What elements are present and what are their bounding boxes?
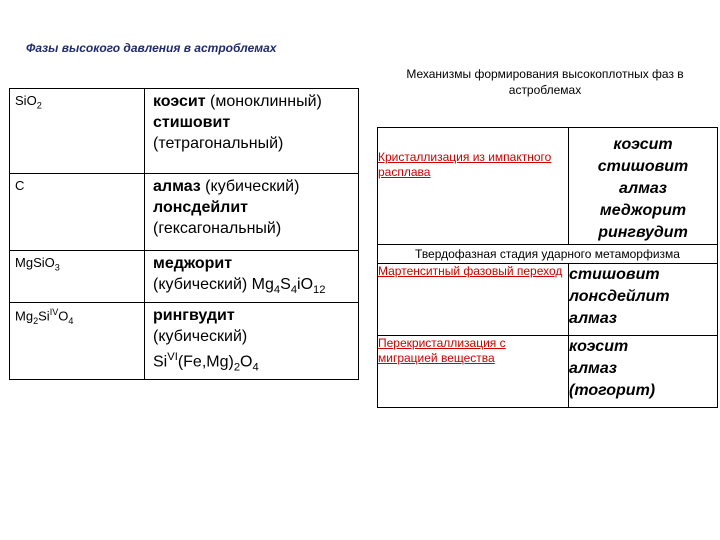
right-title: Механизмы формирования высокоплотных фаз в астроблемах [406, 67, 684, 97]
mechanism-label: Мартенситный фазовый переход [378, 264, 569, 336]
formula-cell: $Mg_2Si^{IV}O_4$ [10, 303, 145, 380]
minerals-cell: стишовит лонсдейлит алмаз [569, 266, 670, 327]
phases-cell: коэсит (моноклинный) стишовит (тетрагональный) [145, 89, 359, 174]
mechanism-label: Перекристаллизация с миграцией вещества [378, 336, 569, 408]
table-row [10, 251, 359, 303]
minerals-cell: коэсит алмаз (тогорит) [569, 336, 718, 408]
phases-table [9, 88, 359, 380]
stage-label: Твердофазная стадия ударного метаморфизма [378, 245, 718, 264]
phases-cell: меджорит (кубический) $Mg_4S_4iO_{12}$ [145, 251, 359, 303]
table-row [10, 174, 359, 251]
mechanisms-table [377, 127, 718, 408]
formula-cell: MgSiO$_3$ [10, 251, 145, 303]
mechanism-label: Кристаллизация из импактного расплава [378, 128, 569, 245]
formula-cell: SiO$_2$ [10, 89, 145, 174]
table-row [10, 89, 359, 174]
left-title: Фазы высокого давления в астроблемах [26, 41, 277, 55]
formula-cell: C [10, 174, 145, 251]
phases-cell: рингвудит (кубический) $Si^{VI}(Fe,Mg)_2O_4$ [145, 303, 359, 380]
minerals-cell: коэсит стишовит алмаз меджорит рингвудит [597, 136, 689, 241]
table-row [10, 303, 359, 380]
table-row [378, 264, 718, 336]
phases-cell: алмаз (кубический) лонсдейлит (гексагональный) [145, 174, 359, 251]
table-row [378, 128, 718, 245]
table-row [378, 336, 718, 408]
